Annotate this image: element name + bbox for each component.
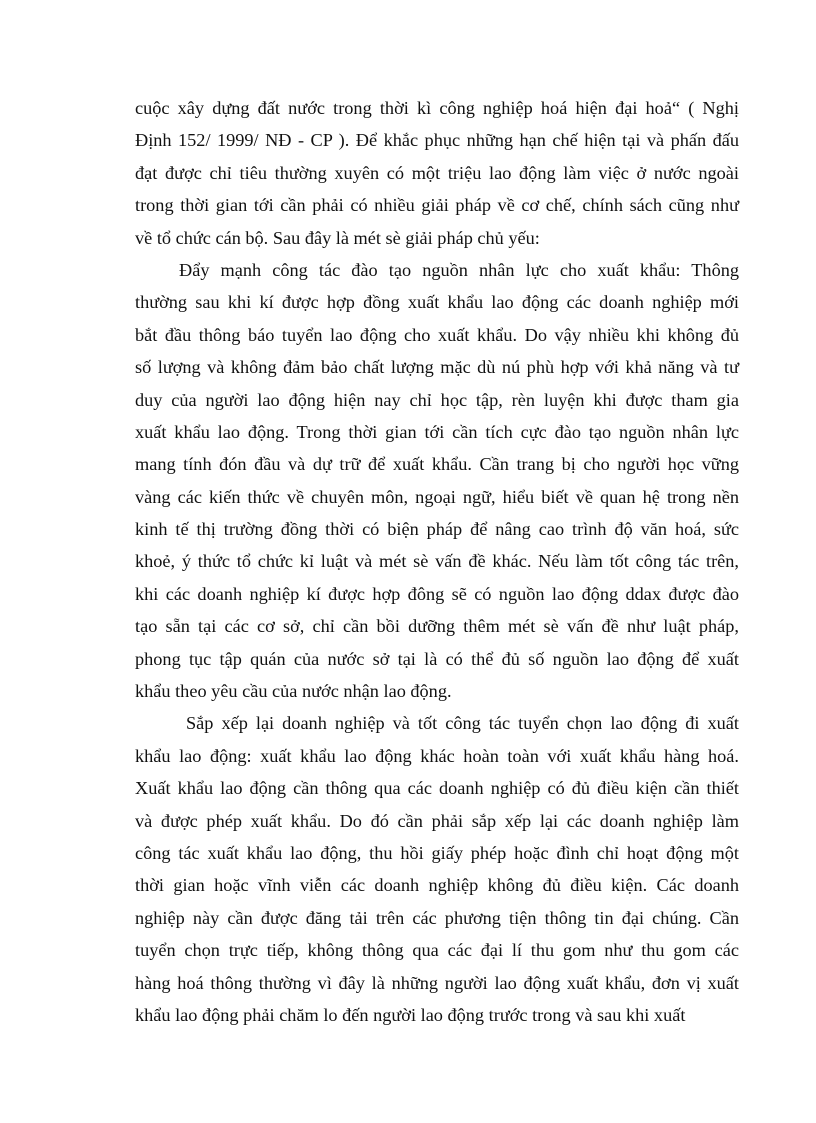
- text-line: vàng các kiến thức về chuyên môn, ngoại ngữ, hiểu biết về quan hệ trong nền: [135, 486, 739, 507]
- paragraph-training: [135, 254, 739, 707]
- text-line: khẩu lao động: xuất khẩu lao động khác hoàn toàn với xuất khẩu hàng hoá.: [135, 745, 739, 766]
- text-line: công tác xuất khẩu lao động, thu hồi giấy phép hoặc đình chỉ hoạt động một: [135, 842, 739, 863]
- text-line: và được phép xuất khẩu. Do đó cần phải sắp xếp lại các doanh nghiệp làm: [135, 810, 739, 831]
- document-page: [135, 92, 739, 1031]
- text-line: Định 152/ 1999/ NĐ - CP ). Để khắc phục những hạn chế hiện tại và phấn đấu: [135, 130, 739, 151]
- text-line: duy của người lao động hiện nay chỉ học tập, rèn luyện khi được tham gia: [135, 389, 739, 410]
- text-line: Sắp xếp lại doanh nghiệp và tốt công tác tuyển chọn lao động đi xuất: [186, 713, 739, 734]
- text-line: nghiệp này cần được đăng tải trên các phương tiện thông tin đại chúng. Cần: [135, 907, 739, 928]
- text-line: hàng hoá thông thường vì đây là những người lao động xuất khẩu, đơn vị xuất: [135, 972, 739, 993]
- text-line: Xuất khẩu lao động cần thông qua các doanh nghiệp có đủ điều kiện cần thiết: [135, 778, 739, 799]
- text-line: bắt đầu thông báo tuyển lao động cho xuất khẩu. Do vậy nhiều khi không đủ: [135, 324, 739, 345]
- text-line: tạo sẵn tại các cơ sở, chỉ cần bồi dưỡng thêm mét sè vấn đề như luật pháp,: [135, 616, 739, 637]
- text-line: khoẻ, ý thức tổ chức kỉ luật và mét sè vấn đề khác. Nếu làm tốt công tác trên,: [135, 551, 739, 572]
- text-line: đạt được chỉ tiêu thường xuyên có một triệu lao động làm việc ở nước ngoài: [135, 162, 739, 183]
- text-line: khi các doanh nghiệp kí được hợp đông sẽ có nguồn lao động ddax được đào: [135, 583, 739, 604]
- text-line: mang tính đón đầu và dự trữ để xuất khẩu. Cần trang bị cho người học vững: [135, 454, 739, 475]
- text-line: khẩu lao động phải chăm lo đến người lao động trước trong và sau khi xuất: [135, 1004, 686, 1025]
- paragraph-intro: [135, 92, 739, 254]
- text-line: thường sau khi kí được hợp đồng xuất khẩu lao động các doanh nghiệp mới: [135, 292, 739, 313]
- text-line: số lượng và không đảm bảo chất lượng mặc dù nú phù hợp với khả năng và tư: [135, 357, 739, 378]
- text-line: kinh tế thị trường đồng thời có biện pháp để nâng cao trình độ văn hoá, sức: [135, 519, 739, 540]
- text-line: khẩu theo yêu cầu của nước nhận lao động.: [135, 681, 452, 702]
- text-line: Đẩy mạnh công tác đào tạo nguồn nhân lực cho xuất khẩu: Thông: [179, 259, 739, 280]
- text-line: tuyển chọn trực tiếp, không thông qua các đại lí thu gom như thu gom các: [135, 940, 739, 961]
- text-line: phong tục tập quán của nước sở tại là có thể đủ số nguồn lao động để xuất: [135, 648, 739, 669]
- text-line: về tổ chức cán bộ. Sau đây là mét sè giải pháp chủ yếu:: [135, 227, 540, 248]
- text-line: xuất khẩu lao động. Trong thời gian tới cần tích cực đào tạo nguồn nhân lực: [135, 421, 739, 442]
- text-line: cuộc xây dựng đất nước trong thời kì công nghiệp hoá hiện đại hoả“ ( Nghị: [135, 98, 739, 118]
- paragraph-enterprise-restructuring: [135, 707, 739, 1031]
- text-line: thời gian hoặc vĩnh viễn các doanh nghiệp không đủ điều kiện. Các doanh: [135, 875, 739, 896]
- text-line: trong thời gian tới cần phải có nhiều giải pháp về cơ chế, chính sách cũng như: [135, 195, 739, 216]
